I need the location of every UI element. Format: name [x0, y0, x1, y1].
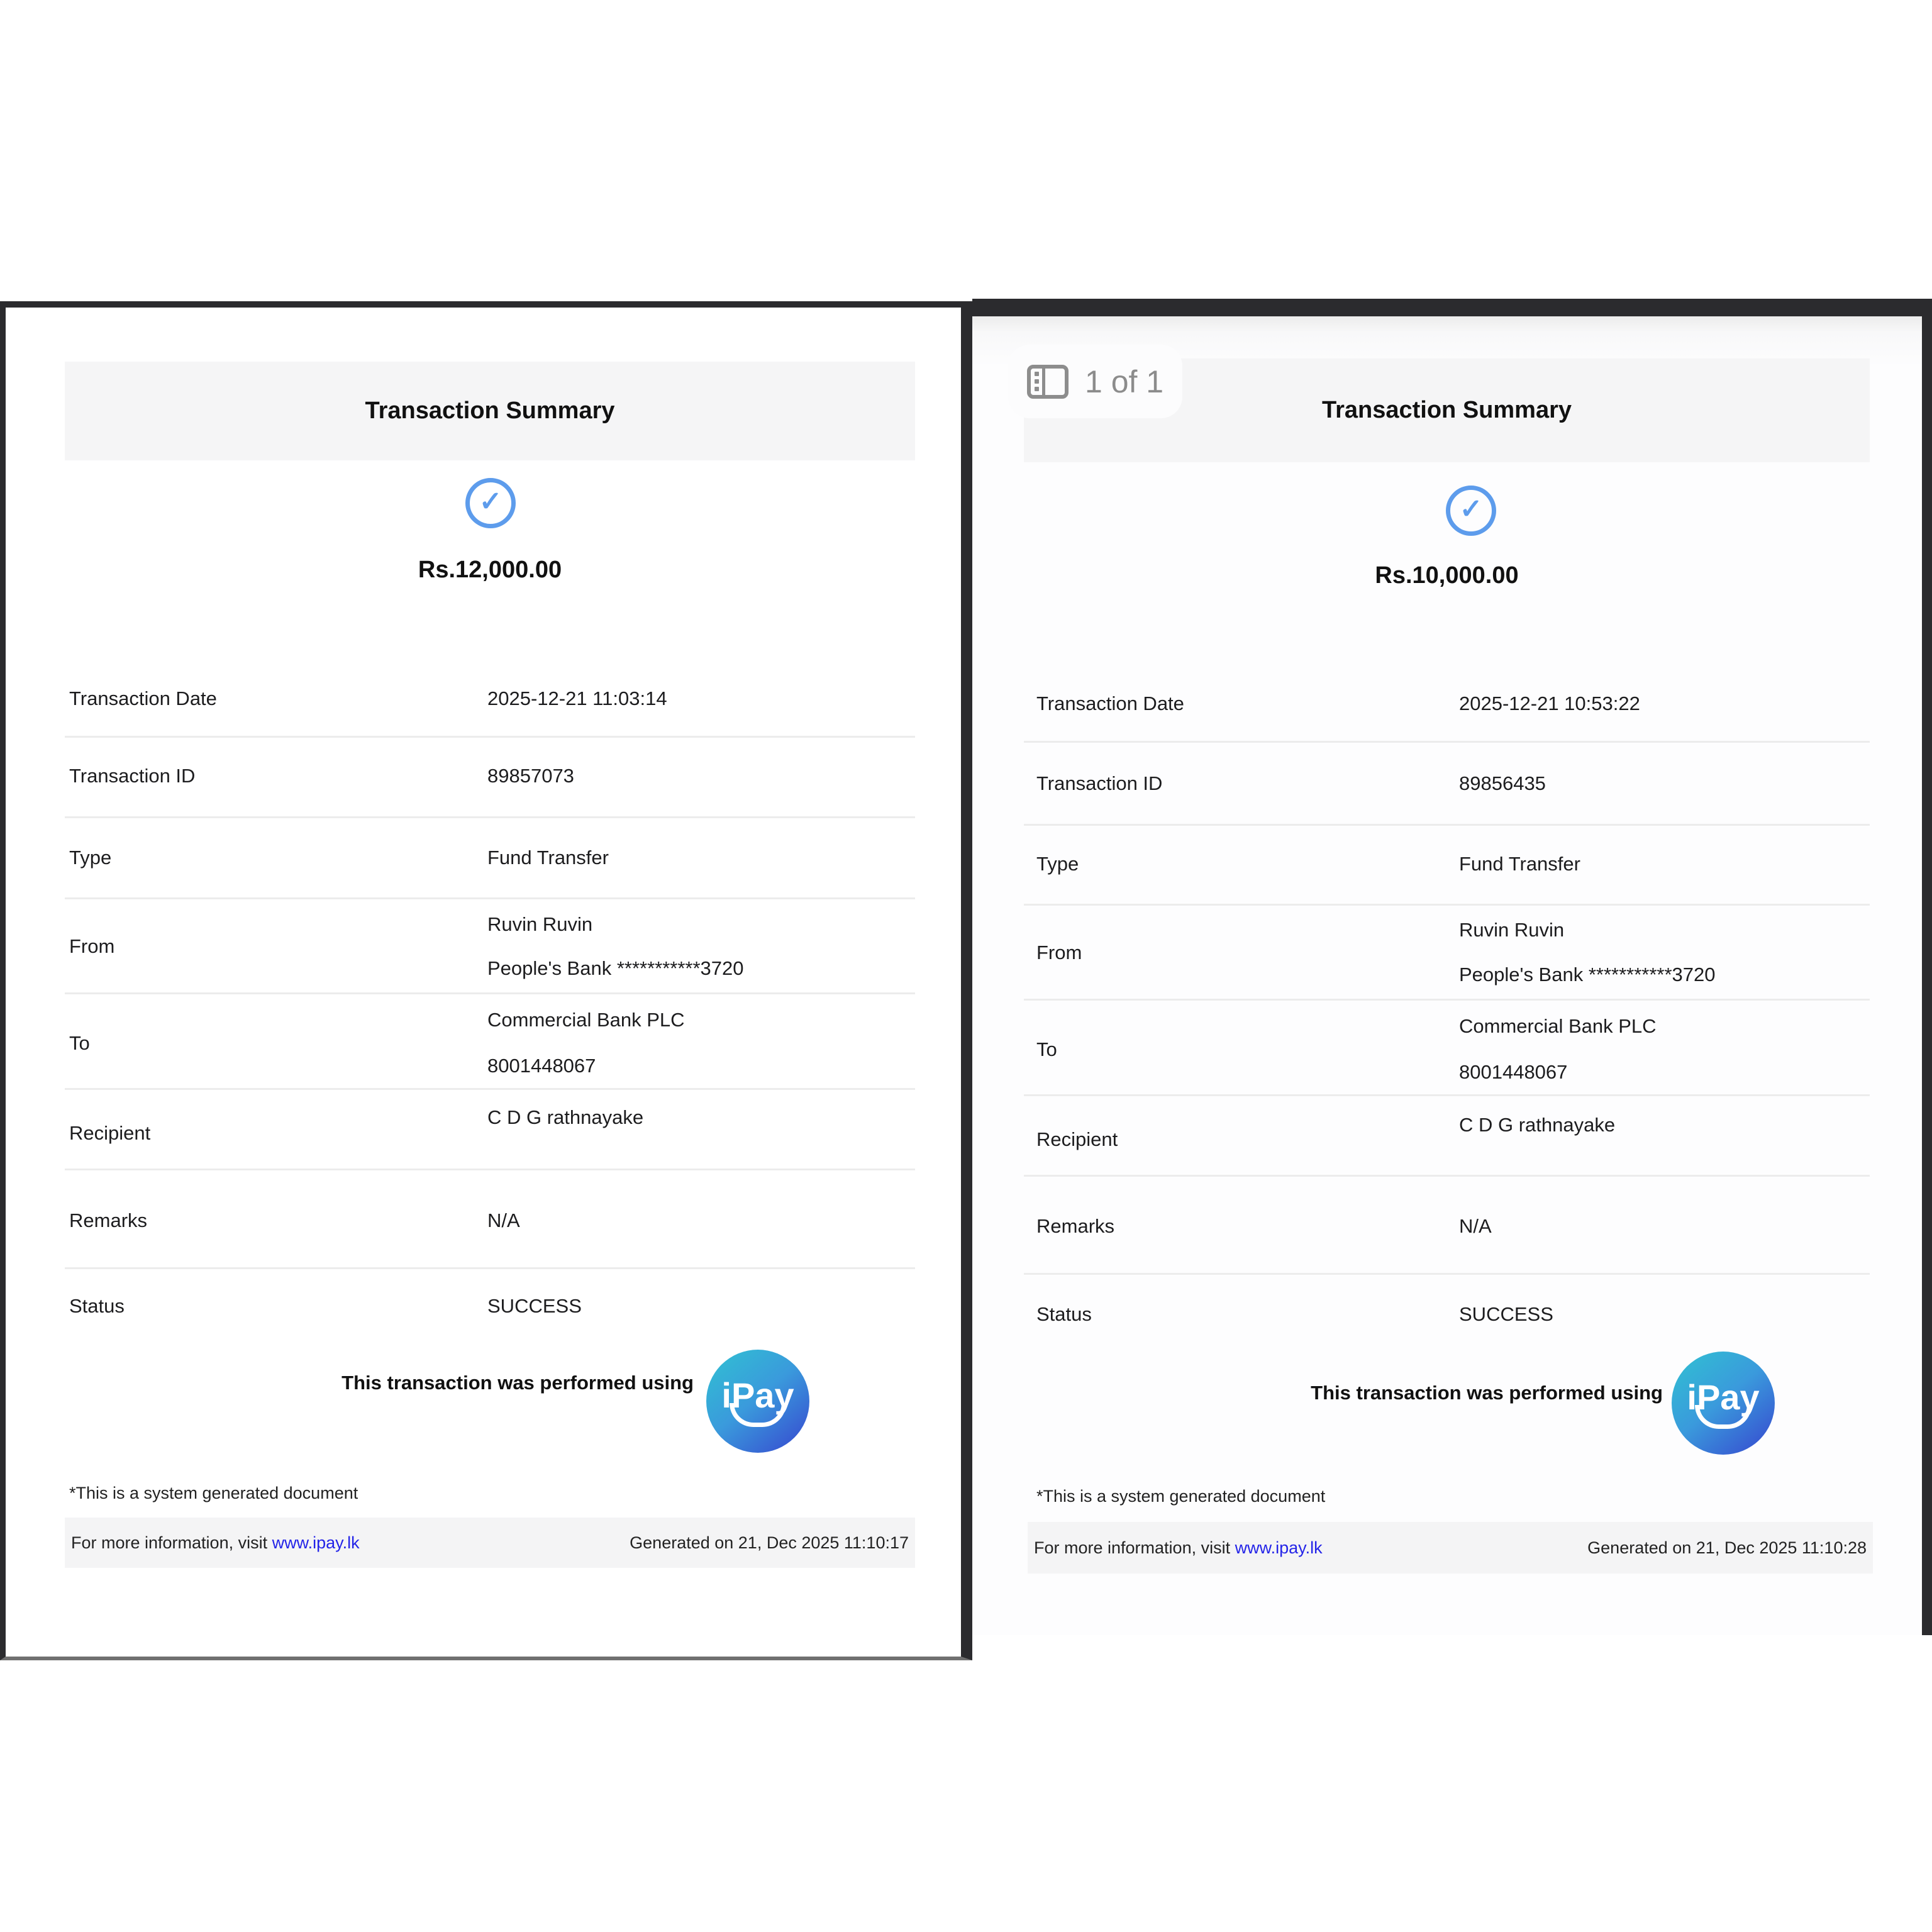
- row-label: Type: [69, 847, 112, 869]
- divider: [1024, 999, 1870, 1001]
- row-label: Status: [69, 1295, 125, 1317]
- row-label: Remarks: [1036, 1215, 1115, 1237]
- row-label: Recipient: [1036, 1128, 1118, 1150]
- row-label: Transaction Date: [1036, 692, 1184, 714]
- check-glyph: ✓: [479, 486, 502, 517]
- row-value: Ruvin Ruvin: [1459, 919, 1565, 941]
- row-value: 2025-12-21 10:53:22: [1459, 692, 1640, 714]
- footer-generated: Generated on 21, Dec 2025 11:10:28: [1587, 1538, 1867, 1557]
- row-label: To: [69, 1032, 90, 1054]
- transaction-amount: Rs.12,000.00: [418, 557, 562, 583]
- receipt-footer-band: [1028, 1522, 1873, 1574]
- receipt-title: Transaction Summary: [365, 397, 615, 424]
- row-label: Recipient: [69, 1122, 151, 1144]
- receipt-header-band: [65, 362, 915, 460]
- footer-generated: Generated on 21, Dec 2025 11:10:17: [630, 1533, 909, 1552]
- system-generated-note: *This is a system generated document: [69, 1484, 358, 1502]
- row-value: Fund Transfer: [487, 847, 609, 869]
- divider: [65, 1088, 915, 1090]
- row-value: N/A: [487, 1209, 520, 1231]
- performed-using-text: This transaction was performed using: [1311, 1382, 1663, 1404]
- receipt-footer-band: [65, 1518, 915, 1568]
- row-label: To: [1036, 1038, 1057, 1060]
- system-generated-note: *This is a system generated document: [1036, 1487, 1326, 1506]
- footer-info-text: For more information, visit: [1034, 1538, 1235, 1557]
- page-indicator[interactable]: [1008, 345, 1182, 418]
- divider: [1024, 741, 1870, 743]
- divider: [65, 736, 915, 738]
- transaction-amount: Rs.10,000.00: [1375, 562, 1519, 589]
- row-value: People's Bank ***********3720: [1459, 963, 1716, 985]
- footer-info: [71, 1533, 360, 1553]
- divider: [1024, 1273, 1870, 1275]
- row-value: SUCCESS: [487, 1295, 582, 1317]
- ipay-logo: [1672, 1352, 1775, 1455]
- success-check-icon: [1446, 486, 1496, 536]
- divider: [1024, 904, 1870, 906]
- row-label: From: [69, 935, 115, 957]
- receipt-right: [972, 299, 1932, 1635]
- divider: [1024, 1175, 1870, 1177]
- receipt-left: [0, 301, 972, 1660]
- divider: [65, 1169, 915, 1170]
- divider: [65, 897, 915, 899]
- divider: [65, 816, 915, 818]
- ipay-smile-arc: [730, 1403, 786, 1427]
- ipay-link[interactable]: www.ipay.lk: [272, 1533, 360, 1552]
- ipay-logo-text: iPay: [721, 1375, 794, 1415]
- row-value: C D G rathnayake: [487, 1106, 644, 1128]
- row-value: SUCCESS: [1459, 1303, 1553, 1325]
- ipay-logo-text: iPay: [1687, 1377, 1760, 1417]
- row-value: 8001448067: [1459, 1061, 1568, 1083]
- ipay-logo: [706, 1350, 809, 1453]
- success-check-icon: [465, 478, 516, 528]
- footer-info: [1034, 1538, 1323, 1558]
- row-label: From: [1036, 941, 1082, 963]
- row-value: 2025-12-21 11:03:14: [487, 687, 667, 709]
- performed-using-text: This transaction was performed using: [341, 1372, 694, 1394]
- row-value: Fund Transfer: [1459, 853, 1580, 875]
- page-indicator-label: 1 of 1: [1085, 364, 1164, 399]
- divider: [65, 1267, 915, 1269]
- row-label: Transaction ID: [69, 765, 196, 787]
- row-value: 89856435: [1459, 772, 1546, 794]
- row-value: Commercial Bank PLC: [1459, 1015, 1657, 1037]
- row-value: N/A: [1459, 1215, 1492, 1237]
- sidebar-pages-icon: [1027, 365, 1069, 399]
- divider: [1024, 824, 1870, 826]
- row-label: Transaction ID: [1036, 772, 1163, 794]
- row-label: Status: [1036, 1303, 1092, 1325]
- receipt-title: Transaction Summary: [1321, 397, 1572, 423]
- row-value: People's Bank ***********3720: [487, 957, 744, 979]
- check-glyph: ✓: [1459, 494, 1483, 525]
- row-value: 89857073: [487, 765, 574, 787]
- footer-info-text: For more information, visit: [71, 1533, 272, 1552]
- row-value: C D G rathnayake: [1459, 1114, 1616, 1136]
- row-label: Type: [1036, 853, 1079, 875]
- row-value: Commercial Bank PLC: [487, 1009, 685, 1031]
- divider: [65, 992, 915, 994]
- ipay-link[interactable]: www.ipay.lk: [1235, 1538, 1323, 1557]
- ipay-smile-arc: [1695, 1405, 1752, 1429]
- row-label: Remarks: [69, 1209, 148, 1231]
- row-label: Transaction Date: [69, 687, 217, 709]
- row-value: Ruvin Ruvin: [487, 913, 593, 935]
- divider: [1024, 1094, 1870, 1096]
- row-value: 8001448067: [487, 1055, 596, 1077]
